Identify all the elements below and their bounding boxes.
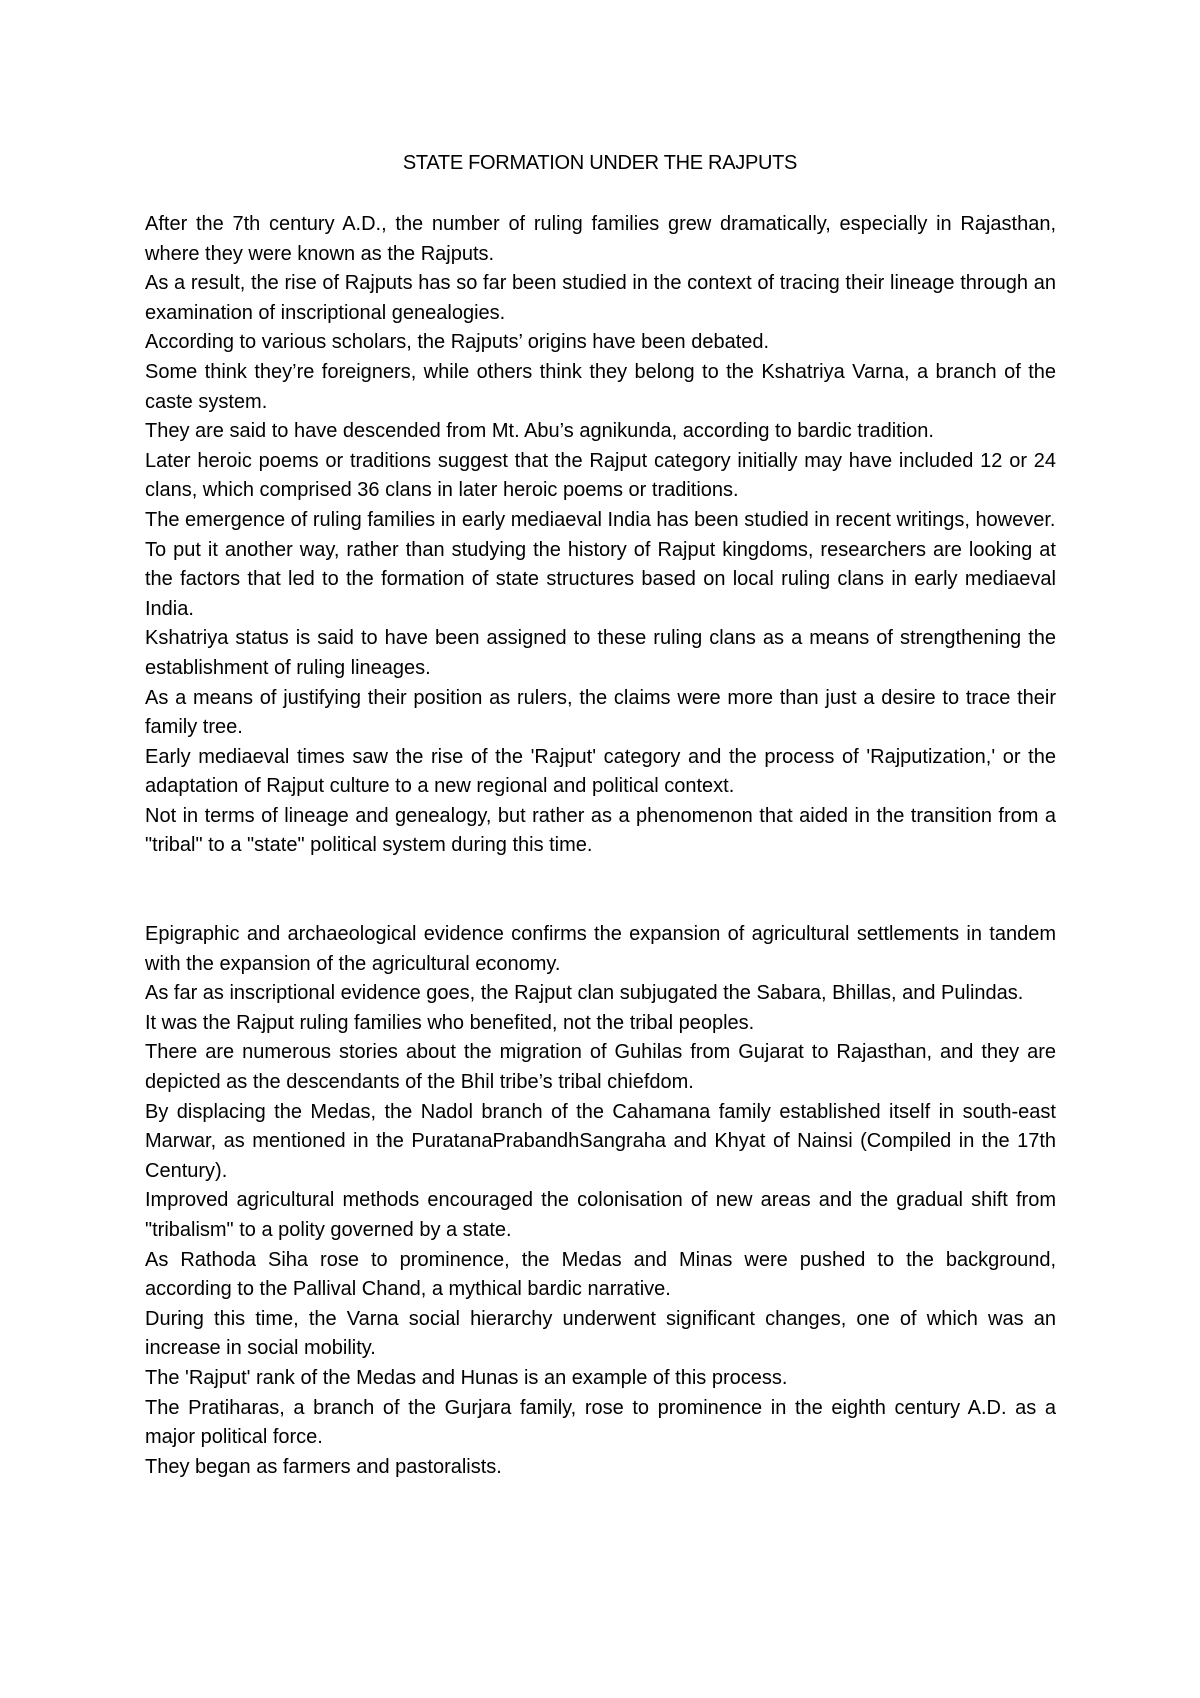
paragraph: As Rathoda Siha rose to prominence, the Medas and Minas were pushed to the background, according to the Pallival Chand, a mythical bardic narrative. <box>145 1248 1056 1301</box>
paragraph: The 'Rajput' rank of the Medas and Hunas is an example of this process. <box>145 1366 788 1389</box>
paragraph: As far as inscriptional evidence goes, the Rajput clan subjugated the Sabara, Bhillas, and Pulindas. <box>145 982 1024 1005</box>
section-spacer <box>145 861 1056 920</box>
paragraph: During this time, the Varna social hierarchy underwent significant changes, one of which was an increase in social mobility. <box>145 1307 1056 1360</box>
paragraph: Epigraphic and archaeological evidence confirms the expansion of agricultural settlements in tandem with the expansion of the agricultural economy. <box>145 923 1056 975</box>
paragraph: Some think they’re foreigners, while others think they belong to the Kshatriya Varna, a branch of the caste system. <box>145 360 1056 413</box>
paragraph: To put it another way, rather than studying the history of Rajput kingdoms, researchers are looking at the factors that led to the formation of state structures based on local ruling clans in early mediaeval India. <box>145 538 1056 620</box>
paragraph: The emergence of ruling families in early mediaeval India has been studied in recent writings, however. <box>145 508 1056 531</box>
paragraph: The Pratiharas, a branch of the Gurjara family, rose to prominence in the eighth century A.D. as a major political force. <box>145 1396 1056 1449</box>
paragraph: Improved agricultural methods encouraged the colonisation of new areas and the gradual shift from "tribalism" to a polity governed by a state. <box>145 1189 1056 1241</box>
paragraph: Kshatriya status is said to have been assigned to these ruling clans as a means of strengthening the establishment of ruling lineages. <box>145 627 1056 679</box>
paragraph: It was the Rajput ruling families who benefited, not the tribal peoples. <box>145 1011 755 1034</box>
paragraph: Later heroic poems or traditions suggest that the Rajput category initially may have included 12 or 24 clans, which comprised 36 clans in later heroic poems or traditions. <box>145 449 1056 502</box>
paragraph: According to various scholars, the Rajputs’ origins have been debated. <box>145 331 770 354</box>
paragraph: By displacing the Medas, the Nadol branch of the Cahamana family established itself in south-east Marwar, as mentioned in the PuratanaPrabandhSangraha and Khyat of Nainsi (Compiled in the 17th Century). <box>145 1100 1056 1182</box>
paragraph: As a means of justifying their position as rulers, the claims were more than just a desire to trace their family tree. <box>145 686 1056 739</box>
page-title: STATE FORMATION UNDER THE RAJPUTS <box>402 152 798 174</box>
paragraph: After the 7th century A.D., the number of ruling families grew dramatically, especially in Rajasthan, where they were known as the Rajputs. <box>145 213 1056 265</box>
paragraph: There are numerous stories about the migration of Guhilas from Gujarat to Rajasthan, and they are depicted as the descendants of the Bhil tribe’s tribal chiefdom. <box>145 1041 1056 1094</box>
paragraph: Not in terms of lineage and genealogy, but rather as a phenomenon that aided in the transition from a "tribal" to a "state" political system during this time. <box>145 804 1056 857</box>
document-body <box>145 210 1056 1482</box>
paragraph: Early mediaeval times saw the rise of the 'Rajput' category and the process of 'Rajputization,' or the adaptation of Rajput culture to a new regional and political context. <box>145 745 1056 798</box>
paragraph: They are said to have descended from Mt. Abu’s agnikunda, according to bardic tradition. <box>145 420 934 443</box>
paragraph: They began as farmers and pastoralists. <box>145 1455 502 1478</box>
paragraph: As a result, the rise of Rajputs has so far been studied in the context of tracing their lineage through an examination of inscriptional genealogies. <box>145 272 1056 324</box>
